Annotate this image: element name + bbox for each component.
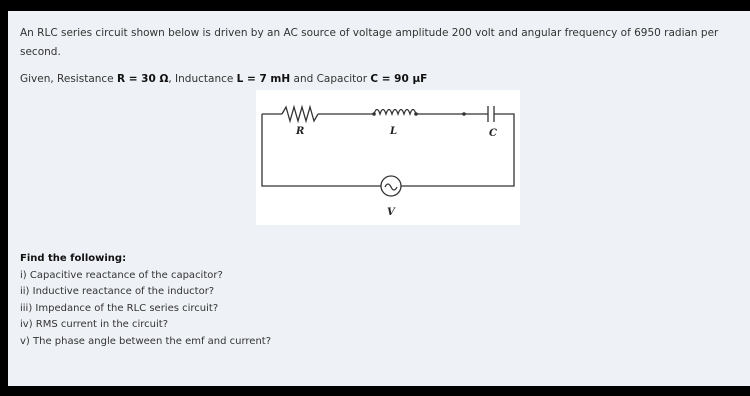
capacitance-value: C = 90 μF: [370, 73, 428, 85]
problem-statement: An RLC series circuit shown below is driven by an AC source of voltage amplitude 200 volt and angular frequency of 6950 radian per second.: [20, 27, 719, 58]
question-item: ii) Inductive reactance of the inductor?: [20, 286, 215, 297]
label-v: V: [387, 207, 395, 218]
question-item: i) Capacitive reactance of the capacitor?: [20, 269, 223, 281]
question-panel: [8, 11, 750, 386]
resistor-symbol: [282, 107, 318, 121]
capacitor-symbol: [488, 106, 494, 122]
wire-left-bottom: [262, 114, 381, 186]
circuit-diagram: [256, 90, 520, 225]
label-l: L: [390, 126, 398, 137]
questions-title: Find the following:: [20, 253, 127, 264]
label-c: C: [489, 128, 497, 139]
inductance-prefix: , Inductance: [168, 73, 237, 85]
questions-list: [20, 251, 271, 350]
question-item: iv) RMS current in the circuit?: [20, 319, 169, 330]
given-values: [20, 73, 427, 85]
given-prefix: Given, Resistance: [20, 73, 117, 85]
question-item: iii) Impedance of the RLC series circuit?: [20, 302, 219, 314]
capacitance-prefix: and Capacitor: [290, 73, 371, 85]
inductance-value: L = 7 mH: [236, 73, 291, 85]
resistance-value: R = 30 Ω: [116, 73, 169, 85]
ac-wave-icon: [385, 184, 397, 190]
circuit-svg: [256, 90, 520, 225]
inductor-symbol: [374, 110, 416, 115]
wire-right: [401, 114, 514, 186]
question-item: v) The phase angle between the emf and current?: [20, 335, 272, 347]
label-r: R: [296, 126, 305, 137]
